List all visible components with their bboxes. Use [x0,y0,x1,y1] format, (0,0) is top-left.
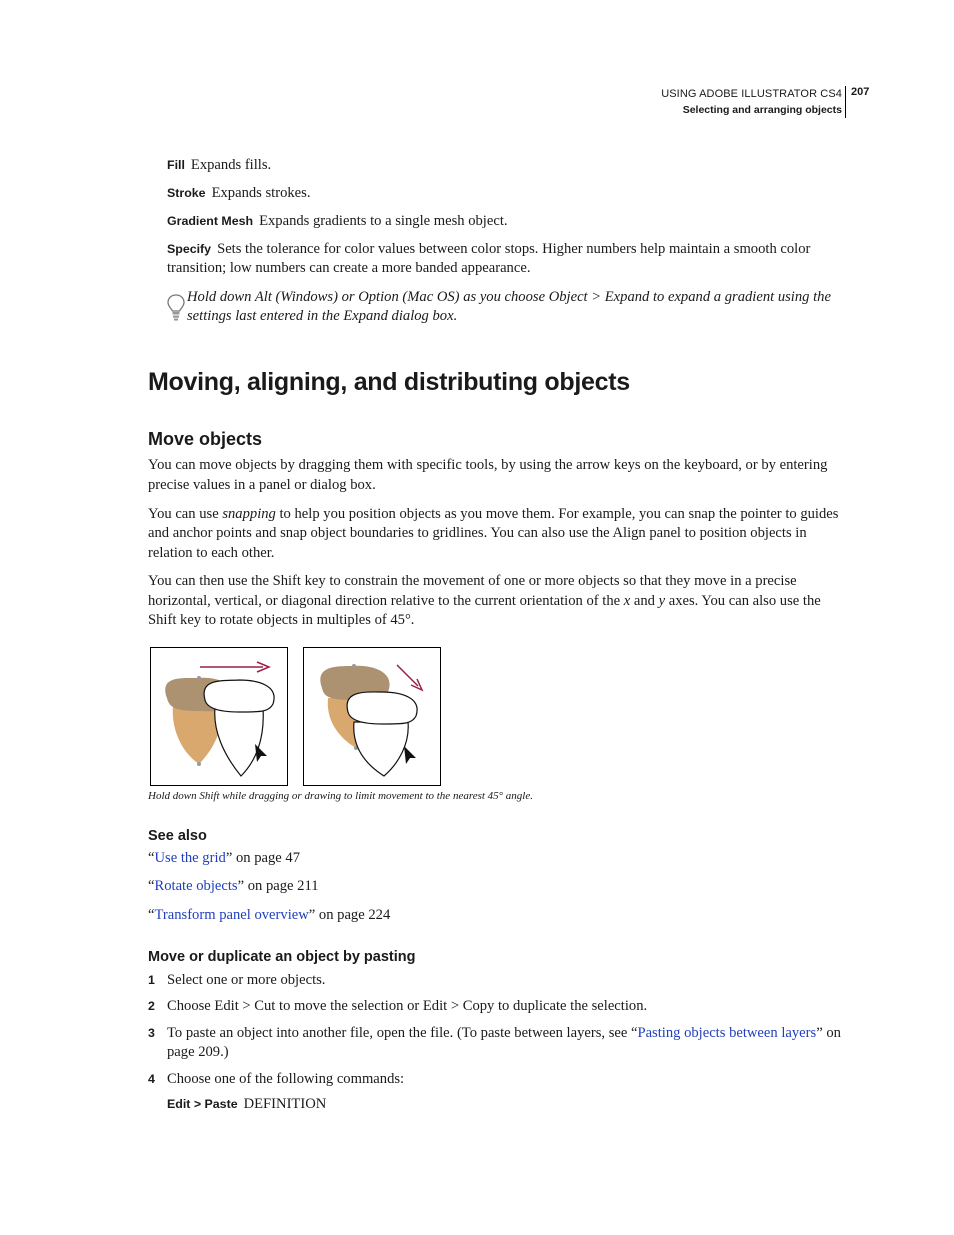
step-text [167,1024,841,1044]
option-gradient-mesh [167,212,508,232]
option-desc: Sets the tolerance for color values between color stops. Higher numbers help maintain a smooth color [217,241,811,257]
running-header-title: USING ADOBE ILLUSTRATOR CS4 [661,88,842,100]
figure-caption: Hold down Shift while dragging or drawing to limit movement to the nearest 45° angle. [148,790,533,802]
page-ref: ” on page 47 [225,850,300,866]
para1-line2: precise values in a panel or dialog box. [148,477,376,493]
see-also-item [148,906,390,926]
tip-line-1: Hold down Alt (Windows) or Option (Mac OS) as you choose Object > Expand to expand a gradient using the [187,289,831,305]
step-text: Choose Edit > Cut to move the selection or Edit > Copy to duplicate the selection. [167,998,648,1014]
step-number: 2 [148,999,155,1013]
step-number: 1 [148,973,155,987]
step-text-post: ” on [816,1025,841,1041]
para3-line1: You can then use the Shift key to constrain the movement of one or more objects so that they move in a precise [148,573,797,589]
running-header-section: Selecting and arranging objects [682,104,842,116]
tip-line-2: settings last entered in the Expand dialog box. [187,308,458,324]
option-desc: Expands gradients to a single mesh object. [259,213,508,229]
page-ref: ” on page 224 [308,907,391,923]
quote-open: “ [148,907,155,923]
para2-em: snapping [222,506,276,522]
command-desc: DEFINITION [243,1096,327,1112]
axis-y: y [658,593,666,609]
section-heading: Moving, aligning, and distributing objects [148,368,630,396]
step-number: 4 [148,1072,155,1086]
command-edit-paste [167,1095,326,1115]
option-fill [167,156,271,176]
option-term: Stroke [167,186,206,200]
command-term: Edit > Paste [167,1097,238,1111]
page-ref: ” on page 211 [237,878,319,894]
step-text: Select one or more objects. [167,972,326,988]
option-term: Specify [167,242,212,256]
para1-line1: You can move objects by dragging them with specific tools, by using the arrow keys on the keyboard, or by entering [148,457,828,473]
option-stroke [167,184,310,204]
see-also-item [148,849,300,869]
para3-line2-post: axes. You can also use the [665,593,821,609]
lightbulb-icon [166,293,186,328]
procedure-heading: Move or duplicate an object by pasting [148,949,416,965]
step-number: 3 [148,1026,155,1040]
subsection-heading: Move objects [148,429,263,449]
option-desc: Expands fills. [190,157,272,173]
step-text-pre: To paste an object into another file, open the file. (To paste between layers, see “ [167,1025,638,1041]
step-text: Choose one of the following commands: [167,1071,405,1087]
option-specify-cont: transition; low numbers can create a more banded appearance. [167,260,531,276]
link-pasting-objects-between-layers[interactable]: Pasting objects between layers [637,1025,817,1041]
see-also-heading: See also [148,828,207,844]
page-number: 207 [851,86,870,98]
quote-open: “ [148,878,155,894]
step-text-cont: page 209.) [167,1044,229,1060]
para3-line2 [148,592,821,612]
figure-diagonal-move [303,647,441,786]
para3-line3: Shift key to rotate objects in multiples of 45°. [148,612,415,628]
para3-line2-pre: horizontal, vertical, or diagonal direction relative to the current orientation of the [148,593,624,609]
para2-line1 [148,505,838,525]
para2-pre: You can use [148,506,223,522]
option-term: Fill [167,158,185,172]
para3-and: and [630,593,659,609]
quote-open: “ [148,850,155,866]
link-transform-panel-overview[interactable]: Transform panel overview [154,907,309,923]
para2-line3: relation to each other. [148,545,275,561]
para2-line2: and anchor points and snap object boundaries to gridlines. You can also use the Align panel to position objects in [148,525,807,541]
figure-horizontal-move [150,647,288,786]
link-rotate-objects[interactable]: Rotate objects [154,878,238,894]
option-term: Gradient Mesh [167,214,254,228]
para2-post: to help you position objects as you move them. For example, you can snap the pointer to guides [275,506,839,522]
see-also-item [148,877,319,897]
option-desc: Expands strokes. [211,185,311,201]
link-use-the-grid[interactable]: Use the grid [154,850,226,866]
option-specify [167,240,810,260]
header-divider [845,86,846,118]
axis-x: x [623,593,631,609]
